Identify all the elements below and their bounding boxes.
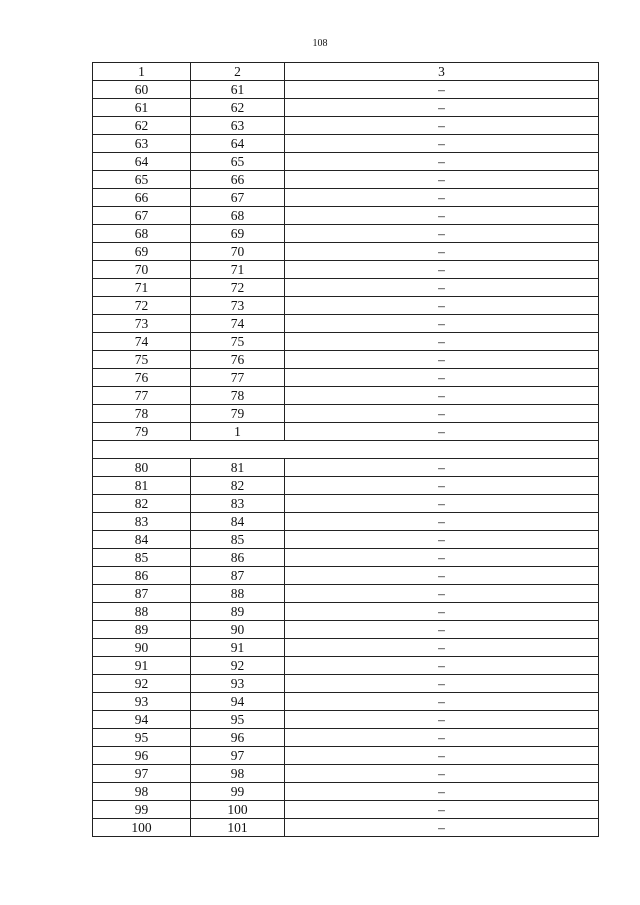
table-row xyxy=(93,99,599,117)
table-cell-col1: 67 xyxy=(93,207,191,225)
table-row xyxy=(93,81,599,99)
table-cell-col1: 83 xyxy=(93,513,191,531)
table-cell-col3: – xyxy=(285,297,599,315)
table-row xyxy=(93,747,599,765)
table-cell-col3: – xyxy=(285,801,599,819)
table-cell-col2: 86 xyxy=(191,549,285,567)
table-cell-col2: 101 xyxy=(191,819,285,837)
table-cell-col1: 88 xyxy=(93,603,191,621)
table-cell-col2: 98 xyxy=(191,765,285,783)
table-cell-col2: 82 xyxy=(191,477,285,495)
table-row xyxy=(93,315,599,333)
table-cell-col1: 99 xyxy=(93,801,191,819)
table-row xyxy=(93,711,599,729)
table-cell-col3: – xyxy=(285,477,599,495)
table-cell-col2: 83 xyxy=(191,495,285,513)
table-cell-col2: 93 xyxy=(191,675,285,693)
table-cell-col2: 62 xyxy=(191,99,285,117)
table-cell-col3: – xyxy=(285,747,599,765)
table-cell-col1: 94 xyxy=(93,711,191,729)
table-cell-col2: 68 xyxy=(191,207,285,225)
table-cell-col3: – xyxy=(285,603,599,621)
table-row xyxy=(93,459,599,477)
table-cell-col2: 75 xyxy=(191,333,285,351)
table-cell-col3: – xyxy=(285,549,599,567)
header-row xyxy=(93,63,599,81)
table-cell-col2: 88 xyxy=(191,585,285,603)
table-cell-col2: 73 xyxy=(191,297,285,315)
table-cell-col1: 82 xyxy=(93,495,191,513)
table-cell-col1: 72 xyxy=(93,297,191,315)
table-cell-col3: – xyxy=(285,729,599,747)
table-row xyxy=(93,531,599,549)
table-cell-col3: – xyxy=(285,531,599,549)
table-cell-col1: 74 xyxy=(93,333,191,351)
table-cell-col3: – xyxy=(285,783,599,801)
table-row xyxy=(93,423,599,441)
table-row xyxy=(93,333,599,351)
table-cell-col3: – xyxy=(285,99,599,117)
table-cell-col1: 66 xyxy=(93,189,191,207)
table-row xyxy=(93,549,599,567)
table-cell-col1: 87 xyxy=(93,585,191,603)
table-row xyxy=(93,729,599,747)
table-row xyxy=(93,351,599,369)
table-cell-col3: – xyxy=(285,405,599,423)
table-cell-col3: – xyxy=(285,567,599,585)
table-cell-col1: 86 xyxy=(93,567,191,585)
table-cell-col1: 100 xyxy=(93,819,191,837)
table-cell-col2: 70 xyxy=(191,243,285,261)
table-cell-col1: 78 xyxy=(93,405,191,423)
table-cell-col3: – xyxy=(285,675,599,693)
table-row xyxy=(93,261,599,279)
table-row xyxy=(93,657,599,675)
table-cell-col2: 61 xyxy=(191,81,285,99)
table-cell-col2: 79 xyxy=(191,405,285,423)
group-separator-row xyxy=(93,441,599,459)
table-cell-col2: 97 xyxy=(191,747,285,765)
table-cell-col3: – xyxy=(285,657,599,675)
table-cell-col2: 95 xyxy=(191,711,285,729)
table-cell-col2: 65 xyxy=(191,153,285,171)
table-cell-col2: 67 xyxy=(191,189,285,207)
table-cell-col2: 63 xyxy=(191,117,285,135)
table-cell-col2: 74 xyxy=(191,315,285,333)
table-row xyxy=(93,639,599,657)
table-cell-col3: – xyxy=(285,81,599,99)
table-cell-col3: – xyxy=(285,693,599,711)
table-cell-col2: 72 xyxy=(191,279,285,297)
table-cell-col2: 85 xyxy=(191,531,285,549)
table-cell-col3: – xyxy=(285,621,599,639)
table-row xyxy=(93,765,599,783)
table-cell-col3: – xyxy=(285,495,599,513)
table-cell-col2: 90 xyxy=(191,621,285,639)
table-cell-col2: 87 xyxy=(191,567,285,585)
table-row xyxy=(93,621,599,639)
table-cell-col1: 76 xyxy=(93,369,191,387)
table-row xyxy=(93,603,599,621)
table-row xyxy=(93,477,599,495)
table-cell-col2: 100 xyxy=(191,801,285,819)
table-cell-col1: 81 xyxy=(93,477,191,495)
table-row xyxy=(93,495,599,513)
table-cell-col2: 96 xyxy=(191,729,285,747)
table-cell-col1: 68 xyxy=(93,225,191,243)
table-cell-col3: – xyxy=(285,333,599,351)
table-row xyxy=(93,243,599,261)
header-cell-col3: 3 xyxy=(285,63,599,81)
table-row xyxy=(93,225,599,243)
table-cell-col3: – xyxy=(285,225,599,243)
table-cell-col3: – xyxy=(285,279,599,297)
table-row xyxy=(93,819,599,837)
table-cell-col1: 63 xyxy=(93,135,191,153)
table-row xyxy=(93,783,599,801)
table-cell-col3: – xyxy=(285,135,599,153)
table-cell-col1: 96 xyxy=(93,747,191,765)
table-cell-col1: 60 xyxy=(93,81,191,99)
table-cell-col1: 61 xyxy=(93,99,191,117)
table-cell-col1: 65 xyxy=(93,171,191,189)
table-row xyxy=(93,297,599,315)
table-cell-col2: 94 xyxy=(191,693,285,711)
table-cell-col1: 90 xyxy=(93,639,191,657)
table-cell-col3: – xyxy=(285,639,599,657)
table-row xyxy=(93,405,599,423)
table-cell-col2: 91 xyxy=(191,639,285,657)
table-cell-col3: – xyxy=(285,261,599,279)
table-cell-col1: 80 xyxy=(93,459,191,477)
table-cell-col2: 71 xyxy=(191,261,285,279)
table-cell-col2: 69 xyxy=(191,225,285,243)
table-cell-col1: 79 xyxy=(93,423,191,441)
table-row xyxy=(93,279,599,297)
table-cell-col1: 98 xyxy=(93,783,191,801)
table-cell-col3: – xyxy=(285,315,599,333)
table-cell-col1: 93 xyxy=(93,693,191,711)
table-row xyxy=(93,513,599,531)
table-cell-col1: 75 xyxy=(93,351,191,369)
table-cell-col1: 73 xyxy=(93,315,191,333)
data-table xyxy=(92,62,599,837)
table-cell-col3: – xyxy=(285,189,599,207)
table-cell-col3: – xyxy=(285,369,599,387)
table-cell-col2: 76 xyxy=(191,351,285,369)
table-cell-col1: 70 xyxy=(93,261,191,279)
table-row xyxy=(93,693,599,711)
table-cell-col2: 84 xyxy=(191,513,285,531)
table-cell-col2: 1 xyxy=(191,423,285,441)
table-row xyxy=(93,117,599,135)
table-cell-col2: 99 xyxy=(191,783,285,801)
table-row xyxy=(93,585,599,603)
table-row xyxy=(93,387,599,405)
table-row xyxy=(93,567,599,585)
table-cell-col1: 95 xyxy=(93,729,191,747)
page-number: 108 xyxy=(312,38,328,49)
table-cell-col3: – xyxy=(285,387,599,405)
table-body xyxy=(93,63,599,837)
table-cell-col1: 71 xyxy=(93,279,191,297)
table-cell-col3: – xyxy=(285,351,599,369)
table-cell-col3: – xyxy=(285,585,599,603)
table-cell-col3: – xyxy=(285,819,599,837)
table-row xyxy=(93,207,599,225)
table-cell-col3: – xyxy=(285,207,599,225)
table-cell-col3: – xyxy=(285,117,599,135)
table-cell-col3: – xyxy=(285,711,599,729)
table-cell-col2: 66 xyxy=(191,171,285,189)
table-row xyxy=(93,369,599,387)
header-cell-col1: 1 xyxy=(93,63,191,81)
table-row xyxy=(93,135,599,153)
table-cell-col1: 84 xyxy=(93,531,191,549)
table-cell-col2: 64 xyxy=(191,135,285,153)
table-cell-col3: – xyxy=(285,171,599,189)
group-separator-cell xyxy=(93,441,599,459)
table-row xyxy=(93,153,599,171)
table-cell-col2: 92 xyxy=(191,657,285,675)
table-cell-col3: – xyxy=(285,513,599,531)
table-cell-col1: 64 xyxy=(93,153,191,171)
table-cell-col1: 97 xyxy=(93,765,191,783)
table-row xyxy=(93,171,599,189)
table-cell-col1: 77 xyxy=(93,387,191,405)
table-cell-col3: – xyxy=(285,243,599,261)
table-row xyxy=(93,189,599,207)
table-cell-col2: 89 xyxy=(191,603,285,621)
table-cell-col1: 89 xyxy=(93,621,191,639)
table-cell-col2: 77 xyxy=(191,369,285,387)
table-cell-col1: 69 xyxy=(93,243,191,261)
table-row xyxy=(93,675,599,693)
table-row xyxy=(93,801,599,819)
table-cell-col1: 92 xyxy=(93,675,191,693)
table-cell-col3: – xyxy=(285,153,599,171)
table-cell-col1: 91 xyxy=(93,657,191,675)
table-cell-col3: – xyxy=(285,423,599,441)
table-cell-col1: 85 xyxy=(93,549,191,567)
table-cell-col2: 78 xyxy=(191,387,285,405)
header-cell-col2: 2 xyxy=(191,63,285,81)
table-cell-col3: – xyxy=(285,765,599,783)
table-cell-col3: – xyxy=(285,459,599,477)
table-cell-col1: 62 xyxy=(93,117,191,135)
table-cell-col2: 81 xyxy=(191,459,285,477)
